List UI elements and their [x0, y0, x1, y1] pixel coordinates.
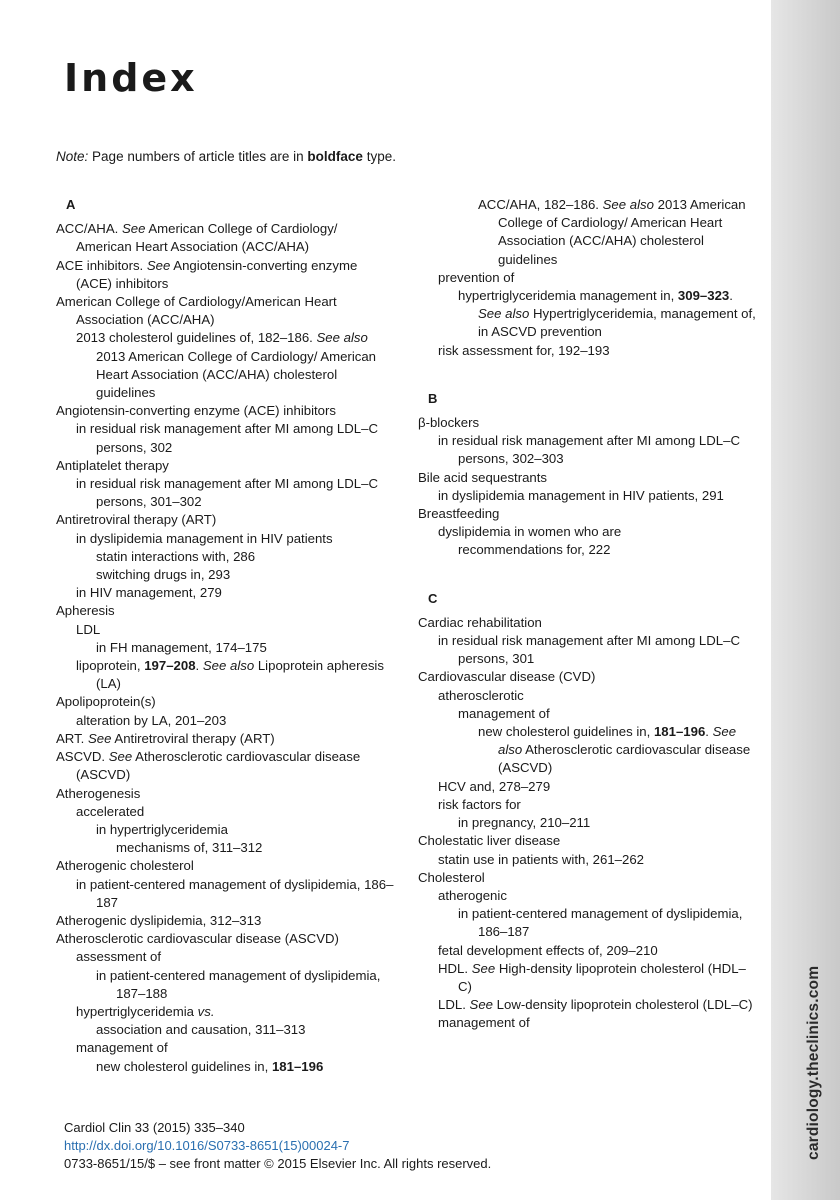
entry-text: Cholestatic liver disease: [418, 833, 561, 849]
entry-text: dyslipidemia in women who are: [438, 524, 622, 540]
index-column-right: [418, 196, 758, 1033]
entry-text: in residual risk management after MI among LDL–C persons, 302: [76, 421, 378, 455]
index-entry: [478, 196, 758, 269]
index-entry: [96, 639, 396, 657]
index-entry: [56, 257, 396, 293]
index-entry: [438, 996, 758, 1014]
entry-text: LDL: [76, 621, 101, 637]
entry-text: statin interactions with, 286: [96, 548, 256, 564]
index-entry: [438, 887, 758, 905]
index-entry: [76, 621, 396, 639]
entry-text: See: [469, 997, 493, 1013]
entry-text: Apheresis: [56, 603, 115, 619]
entry-text: vs.: [197, 1003, 215, 1019]
index-entry: [56, 730, 396, 748]
index-entry: [56, 912, 396, 930]
index-entry: [76, 420, 396, 456]
entry-text: association and causation, 311–313: [96, 1022, 306, 1038]
entry-text: in patient-centered management of dyslipidemia, 186–187: [76, 876, 394, 910]
entry-text: ACC/AHA.: [56, 221, 122, 237]
entry-text: 2013 cholesterol guidelines of, 182–186.: [76, 330, 317, 346]
entry-text: Atherosclerotic cardiovascular disease (ASCVD): [498, 742, 751, 776]
section-letter: C: [428, 590, 438, 606]
index-entry: [438, 632, 758, 668]
index-entry: [438, 342, 758, 360]
entry-text: Cholesterol: [418, 869, 485, 885]
index-entry: [76, 948, 396, 966]
entry-text: American College of Cardiology/ American Heart Association (ACC/AHA): [76, 221, 338, 255]
entry-text: hypertriglyceridemia: [76, 1003, 198, 1019]
entry-text: in FH management, 174–175: [96, 639, 267, 655]
index-entry: [76, 1039, 396, 1057]
note-post: type.: [366, 149, 396, 164]
entry-text: new cholesterol guidelines in,: [96, 1058, 272, 1074]
index-entry: [56, 402, 396, 420]
rights: 0733-8651/15/$ – see front matter © 2015 Elsevier Inc. All rights reserved.: [64, 1156, 492, 1171]
index-entry: [56, 220, 396, 256]
entry-text: Lipoprotein apheresis (LA): [96, 658, 384, 692]
entry-text: 197–208: [144, 658, 196, 674]
entry-text: .: [195, 658, 203, 674]
site-url[interactable]: cardiology.theclinics.com: [805, 965, 822, 1160]
entry-text: See: [88, 730, 112, 746]
entry-text: risk factors for: [438, 796, 521, 812]
index-entry: [458, 814, 758, 832]
entry-text: See also: [602, 197, 654, 212]
entry-text: Angiotensin-converting enzyme (ACE) inhibitors: [76, 257, 358, 291]
footer: [64, 1119, 491, 1173]
index-entry: [76, 1003, 396, 1021]
entry-text: See also: [498, 724, 737, 758]
index-entry: [418, 505, 758, 523]
index-entry: [76, 329, 396, 402]
entry-text: See: [471, 960, 496, 976]
index-entry: [56, 511, 396, 529]
index-entry: [96, 967, 396, 1003]
note-bold: boldface: [307, 149, 363, 164]
index-entry: [438, 487, 758, 505]
entry-text: in patient-centered management of dyslipidemia, 186–187: [458, 906, 743, 940]
index-entry: [76, 530, 396, 548]
index-entry: [438, 778, 758, 796]
index-entry: [438, 796, 758, 814]
index-entry: [438, 851, 758, 869]
entry-text: atherogenic: [438, 887, 507, 903]
entry-text: LDL.: [438, 997, 470, 1013]
entry-text: new cholesterol guidelines in,: [478, 724, 654, 740]
entry-text: in HIV management, 279: [76, 585, 222, 601]
index-entry: [56, 857, 396, 875]
entry-text: accelerated: [76, 803, 145, 819]
entry-text: Antiretroviral therapy (ART): [111, 730, 275, 746]
index-entry: [418, 469, 758, 487]
section-spacer: [418, 560, 758, 590]
index-entry: [438, 269, 758, 287]
entry-text: in dyslipidemia management in HIV patients, 291: [438, 487, 724, 503]
entry-text: mechanisms of, 311–312: [116, 840, 263, 856]
index-entry: [76, 584, 396, 602]
index-entry: [418, 869, 758, 887]
index-entry: [438, 523, 758, 541]
entry-text: Apolipoprotein(s): [56, 694, 156, 710]
entry-text: See also: [478, 306, 530, 322]
entry-text: See also: [202, 658, 255, 674]
entry-text: in hypertriglyceridemia: [96, 821, 228, 837]
entry-text: Atherosclerotic cardiovascular disease (ASCVD): [56, 931, 339, 947]
entry-text: HCV and, 278–279: [438, 778, 551, 794]
index-entry: [458, 905, 758, 941]
entry-text: in residual risk management after MI among LDL–C persons, 302–303: [438, 433, 740, 467]
section-letter: A: [66, 197, 76, 212]
index-entry: [96, 1021, 396, 1039]
entry-text: in patient-centered management of dyslipidemia, 187–188: [96, 967, 381, 1001]
index-entry: [418, 832, 758, 850]
index-entry: [438, 1014, 758, 1032]
index-entry: [56, 293, 396, 329]
section-spacer: [418, 360, 758, 390]
entry-text: Cardiac rehabilitation: [418, 614, 542, 630]
entry-text: Atherogenesis: [56, 785, 141, 801]
entry-text: management of: [438, 1015, 530, 1031]
citation: Cardiol Clin 33 (2015) 335–340: [64, 1120, 245, 1135]
index-entry: [438, 687, 758, 705]
entry-text: ACE inhibitors.: [56, 257, 147, 273]
section-letter: B: [428, 390, 438, 406]
entry-text: management of: [458, 705, 550, 721]
index-entry: [56, 748, 396, 784]
entry-text: 181–196: [271, 1058, 324, 1074]
entry-text: HDL.: [438, 960, 472, 976]
index-entry: [478, 723, 758, 778]
entry-text: risk assessment for, 192–193: [438, 342, 610, 358]
entry-text: Atherogenic dyslipidemia, 312–313: [56, 912, 262, 928]
entry-text: High-density lipoprotein cholesterol (HDL–C): [458, 960, 746, 994]
entry-text: .: [729, 288, 733, 304]
entry-text: 2013 American College of Cardiology/ American Heart Association (ACC/AHA) cholesterol guidelines: [498, 197, 746, 267]
entry-text: recommendations for, 222: [458, 542, 611, 558]
entry-text: in residual risk management after MI among LDL–C persons, 301–302: [76, 476, 378, 510]
entry-text: Antiretroviral therapy (ART): [56, 512, 217, 528]
entry-text: Atherosclerotic cardiovascular disease (ASCVD): [76, 749, 361, 783]
entry-text: See also: [316, 330, 368, 346]
index-entry: [56, 785, 396, 803]
doi-link[interactable]: http://dx.doi.org/10.1016/S0733-8651(15)00024-7: [64, 1138, 350, 1153]
entry-text: See: [121, 221, 146, 237]
index-column-left: [56, 196, 396, 1076]
index-entry: [116, 839, 396, 857]
index-entry: [96, 821, 396, 839]
index-entry: [438, 960, 758, 996]
index-entry: [458, 705, 758, 723]
entry-text: ART.: [56, 730, 89, 746]
entry-text: alteration by LA, 201–203: [76, 712, 227, 728]
index-entry: [56, 602, 396, 620]
entry-text: American College of Cardiology/American Heart Association (ACC/AHA): [56, 294, 337, 328]
index-entry: [76, 803, 396, 821]
index-entry: [76, 475, 396, 511]
index-entry: [96, 548, 396, 566]
index-entry: [438, 942, 758, 960]
entry-text: fetal development effects of, 209–210: [438, 942, 658, 958]
note-pre: Page numbers of article titles are in: [92, 149, 304, 164]
index-entry: [56, 930, 396, 948]
entry-text: Antiplatelet therapy: [56, 457, 169, 473]
entry-text: assessment of: [76, 949, 162, 965]
index-entry: [438, 432, 758, 468]
index-entry: [76, 876, 396, 912]
entry-text: in dyslipidemia management in HIV patients: [76, 530, 333, 546]
entry-text: Breastfeeding: [418, 506, 500, 522]
note: [56, 149, 396, 164]
entry-text: See: [146, 257, 171, 273]
entry-text: Hypertriglyceridemia, management of, in ASCVD prevention: [478, 306, 756, 340]
entry-text: statin use in patients with, 261–262: [438, 851, 645, 867]
entry-text: in residual risk management after MI among LDL–C persons, 301: [438, 633, 740, 667]
entry-text: Angiotensin-converting enzyme (ACE) inhibitors: [56, 403, 336, 419]
entry-text: .: [705, 724, 713, 740]
entry-text: β-blockers: [418, 415, 480, 431]
entry-text: 309–323: [677, 288, 730, 304]
index-entry: [56, 457, 396, 475]
index-entry: [418, 414, 758, 432]
entry-text: in pregnancy, 210–211: [458, 815, 591, 831]
note-label: Note:: [56, 149, 89, 164]
entry-text: See: [108, 749, 133, 765]
entry-text: atherosclerotic: [438, 687, 524, 703]
entry-text: Atherogenic cholesterol: [56, 858, 194, 874]
page-title: Index: [64, 56, 198, 100]
index-entry: [458, 541, 758, 559]
index-entry: [76, 712, 396, 730]
entry-text: 2013 American College of Cardiology/ American Heart Association (ACC/AHA) cholesterol guidelines: [96, 348, 377, 401]
index-entry: [96, 566, 396, 584]
index-entry: [96, 1058, 396, 1076]
index-entry: [418, 668, 758, 686]
entry-text: Low-density lipoprotein cholesterol (LDL–C): [493, 997, 753, 1013]
entry-text: Bile acid sequestrants: [418, 469, 548, 485]
entry-text: management of: [76, 1040, 168, 1056]
entry-text: hypertriglyceridemia management in,: [458, 288, 678, 304]
entry-text: ASCVD.: [56, 749, 109, 765]
entry-text: Cardiovascular disease (CVD): [418, 669, 596, 685]
index-entry: [76, 657, 396, 693]
index-entry: [56, 693, 396, 711]
index-entry: [418, 614, 758, 632]
entry-text: switching drugs in, 293: [96, 567, 231, 583]
index-entry: [458, 287, 758, 342]
entry-text: lipoprotein,: [76, 658, 145, 674]
entry-text: ACC/AHA, 182–186.: [478, 197, 603, 212]
entry-text: 181–196: [653, 724, 706, 740]
entry-text: prevention of: [438, 269, 515, 285]
